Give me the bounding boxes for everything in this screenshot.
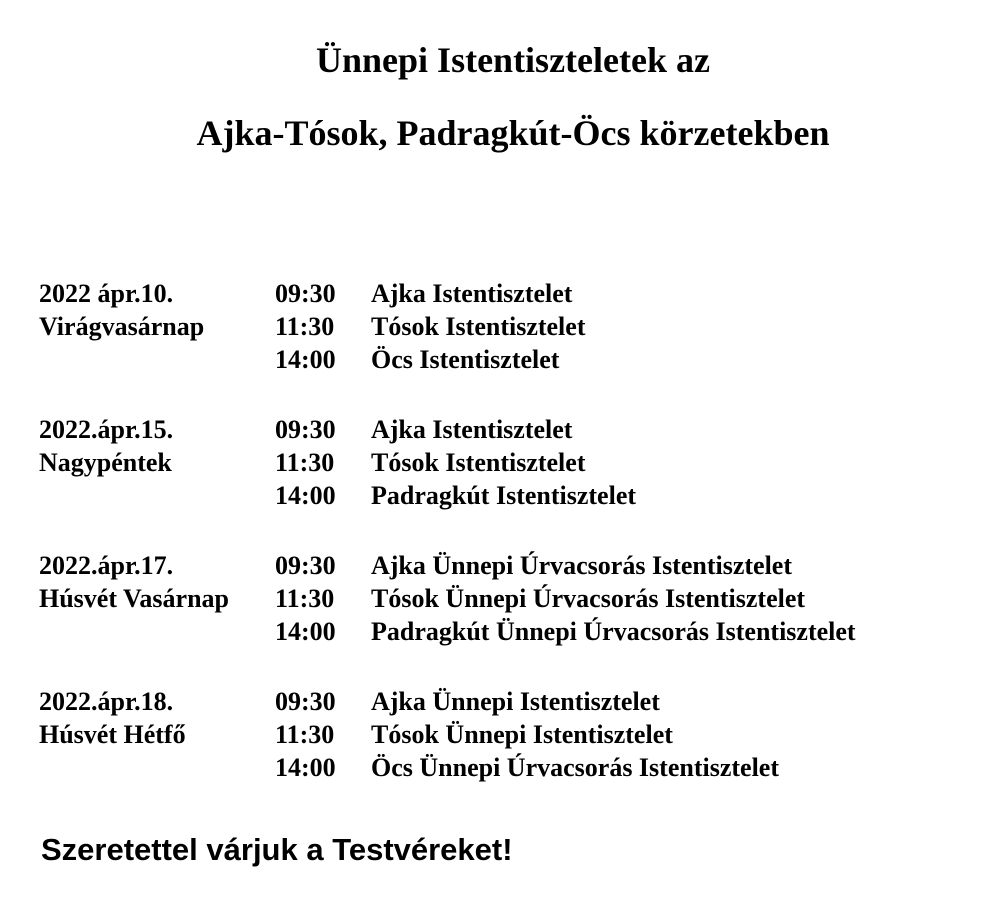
service-time: 09:30 <box>275 550 336 580</box>
service-time: 14:00 <box>275 752 336 782</box>
service-event: Ajka Istentisztelet <box>371 414 573 444</box>
day-block-apr-10 <box>39 277 969 376</box>
service-time: 11:30 <box>275 447 335 477</box>
service-time: 11:30 <box>275 311 335 341</box>
service-time: 11:30 <box>275 719 335 749</box>
schedule-row <box>39 751 969 784</box>
schedule-row <box>39 685 969 718</box>
service-event: Ajka Istentisztelet <box>371 278 573 308</box>
day-block-apr-15 <box>39 413 969 512</box>
service-schedule <box>39 277 969 821</box>
schedule-row <box>39 615 969 648</box>
service-event: Tósok Istentisztelet <box>371 447 586 477</box>
service-event: Öcs Ünnepi Úrvacsorás Istentisztelet <box>371 752 779 782</box>
page-title-line-1: Ünnepi Istentiszteletek az <box>316 40 710 80</box>
page-title-line-2: Ajka-Tósok, Padragkút-Öcs körzetekben <box>196 113 830 153</box>
service-day-name: Húsvét Vasárnap <box>39 583 229 613</box>
service-event: Padragkút Ünnepi Úrvacsorás Istentisztelet <box>371 616 856 646</box>
service-event: Tósok Ünnepi Úrvacsorás Istentisztelet <box>371 583 806 613</box>
service-event: Ajka Ünnepi Istentisztelet <box>371 686 660 716</box>
service-time: 14:00 <box>275 616 336 646</box>
service-date: 2022.ápr.15. <box>39 414 174 444</box>
service-time: 09:30 <box>275 278 336 308</box>
schedule-row <box>39 310 969 343</box>
schedule-row <box>39 582 969 615</box>
closing-message: Szeretettel várjuk a Testvéreket! <box>41 832 513 867</box>
service-event: Ajka Ünnepi Úrvacsorás Istentisztelet <box>371 550 793 580</box>
service-day-name: Húsvét Hétfő <box>39 719 186 749</box>
service-day-name: Nagypéntek <box>39 447 172 477</box>
schedule-row <box>39 549 969 582</box>
service-event: Tósok Ünnepi Istentisztelet <box>371 719 673 749</box>
service-time: 09:30 <box>275 686 336 716</box>
schedule-row <box>39 718 969 751</box>
schedule-row <box>39 343 969 376</box>
service-time: 11:30 <box>275 583 335 613</box>
service-event: Padragkút Istentisztelet <box>371 480 637 510</box>
service-date: 2022.ápr.18. <box>39 686 174 716</box>
day-block-apr-17 <box>39 549 969 648</box>
schedule-row <box>39 413 969 446</box>
schedule-row <box>39 479 969 512</box>
service-date: 2022 ápr.10. <box>39 278 174 308</box>
schedule-row <box>39 446 969 479</box>
service-time: 09:30 <box>275 414 336 444</box>
service-event: Öcs Istentisztelet <box>371 344 560 374</box>
service-day-name: Virágvasárnap <box>39 311 205 341</box>
schedule-row <box>39 277 969 310</box>
service-time: 14:00 <box>275 480 336 510</box>
service-event: Tósok Istentisztelet <box>371 311 586 341</box>
service-time: 14:00 <box>275 344 336 374</box>
day-block-apr-18 <box>39 685 969 784</box>
service-date: 2022.ápr.17. <box>39 550 174 580</box>
